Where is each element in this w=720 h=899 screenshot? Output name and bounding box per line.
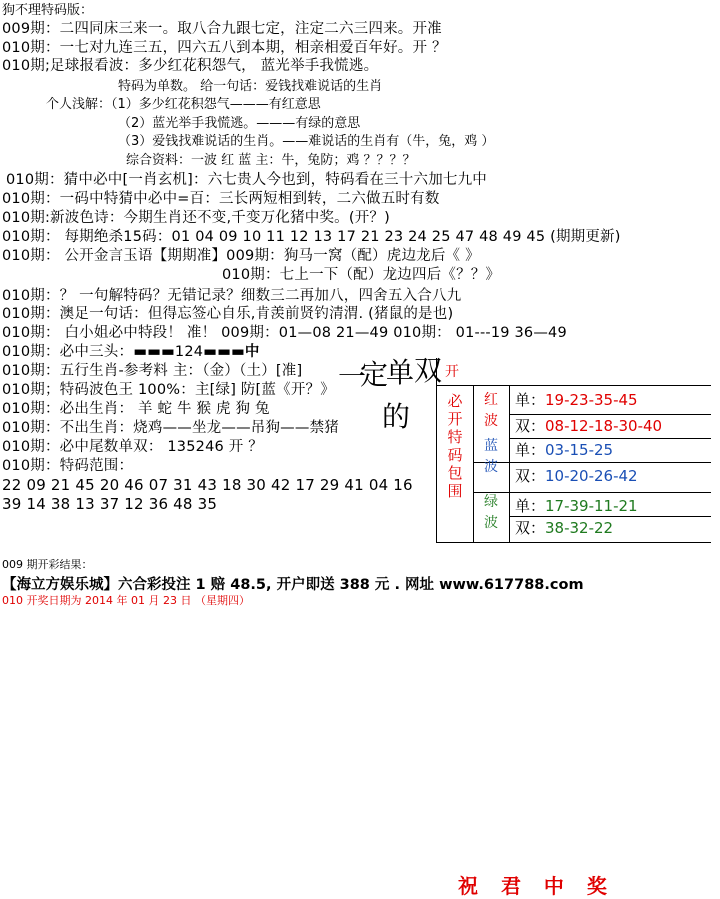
text-line: 特码为单数。 给一句话：爱钱找难说话的生肖: [118, 79, 383, 94]
table-row: 单：19-23-35-45: [515, 391, 638, 409]
table-row: 单：17-39-11-21: [515, 497, 638, 515]
green-wave-label: 绿波: [484, 494, 498, 531]
text-line: 010期：不出生肖：烧鸡——坐龙——吊狗——禁猪: [2, 420, 339, 436]
result-label: 009 期开彩结果：: [2, 558, 93, 571]
text-line: 010期：？ 一句解特码？无错记录？细数三二再加八，四舍五入合八九: [2, 288, 462, 304]
slogan-char: 定: [360, 358, 389, 391]
text-line: 综合资料：一波 红 蓝 主：牛，兔防；鸡 ？？？？: [126, 153, 416, 168]
text-line: 010期：一七对九连三五，四六五八到本期，相亲相爱百年好。开 ？: [2, 40, 447, 56]
slogan-char: 双: [414, 354, 443, 387]
text-line: 010期：七上一下（配）龙边四后《？？》: [222, 267, 501, 283]
text-line: 010期：必中尾数单双： 135246 开 ？: [2, 439, 263, 455]
table-row: 双：10-20-26-42: [515, 467, 638, 485]
slogan-char: 一: [338, 360, 367, 393]
red-wave-label: 红波: [484, 392, 498, 429]
text-line: 010期：一码中特猜中必中=百：三长两短相到转，二六做五时有数: [2, 191, 440, 207]
text-line: 010期： 公开金言玉语【期期准】009期：狗马一窝（配）虎边龙后《 》: [2, 248, 480, 264]
vertical-label: 必 开 特 码 包 围: [447, 392, 463, 500]
number-range: 39 14 38 13 37 12 36 48 35: [2, 495, 218, 513]
page-title: 狗不理特码版：: [2, 3, 94, 18]
text-line-heads: [2, 344, 260, 361]
text-line: 010期：必出生肖： 羊 蛇 牛 猴 虎 狗 兔: [2, 401, 270, 417]
text-line: （3）爱钱找难说话的生肖。——难说话的生肖有（牛，兔，鸡 ）: [118, 134, 495, 149]
text-line: 010期：特码范围：: [2, 458, 134, 474]
heads-label: 010期：必中三头：: [2, 344, 134, 360]
heads-bar: ▬▬▬: [133, 344, 175, 360]
text-line: 010期： 每期绝杀15码：01 04 09 10 11 12 13 17 21 23 24 25 47 48 49 45 (期期更新): [2, 229, 621, 245]
color-wave-table: [436, 358, 711, 543]
text-line: 010期：澳足一句话：但得忘签心自乐,肯羡前贤钓清渭. (猪鼠的是也): [2, 306, 454, 322]
text-line: 010期:新波色诗：今期生肖还不变,千变万化猪中奖。(开？): [2, 210, 390, 226]
slogan-char: 的: [382, 400, 411, 433]
text-line: 010期;足球报看波：多少红花积怨气， 蓝光举手我慌逃。: [2, 58, 379, 74]
table-row: 双：08-12-18-30-40: [509, 414, 711, 437]
table-row: 单：03-15-25: [509, 438, 711, 461]
text-line: 010期；特码波色王 100%：主[绿] 防[蓝《开？》: [2, 382, 335, 398]
text-line: 010期：猜中必中[一肖玄机]：六七贵人今也到，特码看在三十六加七九中: [6, 172, 487, 188]
text-line: 010期： 白小姐必中特段！ 准！ 009期：01—08 21—49 010期： 01---19 36—49: [2, 325, 567, 341]
text-line: 009期：二四同床三来一。取八合九跟七定，注定二六三四来。开准: [2, 21, 442, 37]
ad-banner: 【海立方娱乐城】六合彩投注 1 赔 48.5, 开户即送 388 元 . 网址 www.617788.com: [2, 577, 584, 593]
draw-date: 010 开奖日期为 2014 年 01 月 23 日 （星期四）: [2, 594, 250, 607]
blue-wave-label: 蓝波: [484, 438, 498, 475]
blessing: 祝 君 中 奖: [458, 874, 615, 898]
text-line: （2）蓝光举手我慌逃。———有绿的意思: [118, 116, 361, 131]
table-row: 双：38-32-22: [509, 516, 711, 539]
text-line: 个人浅解：（1）多少红花积怨气———有红意思: [46, 97, 321, 112]
number-range: 22 09 21 45 20 46 07 31 43 18 30 42 17 29 41 04 16: [2, 476, 413, 494]
text-line: 010期：五行生肖-参考料 主：（金）（土）[准]: [2, 363, 303, 379]
heads-value: 124: [174, 344, 204, 360]
table-header: 开: [437, 358, 711, 386]
heads-bar: ▬▬▬中: [203, 344, 260, 360]
slogan-char: 单: [386, 356, 415, 389]
